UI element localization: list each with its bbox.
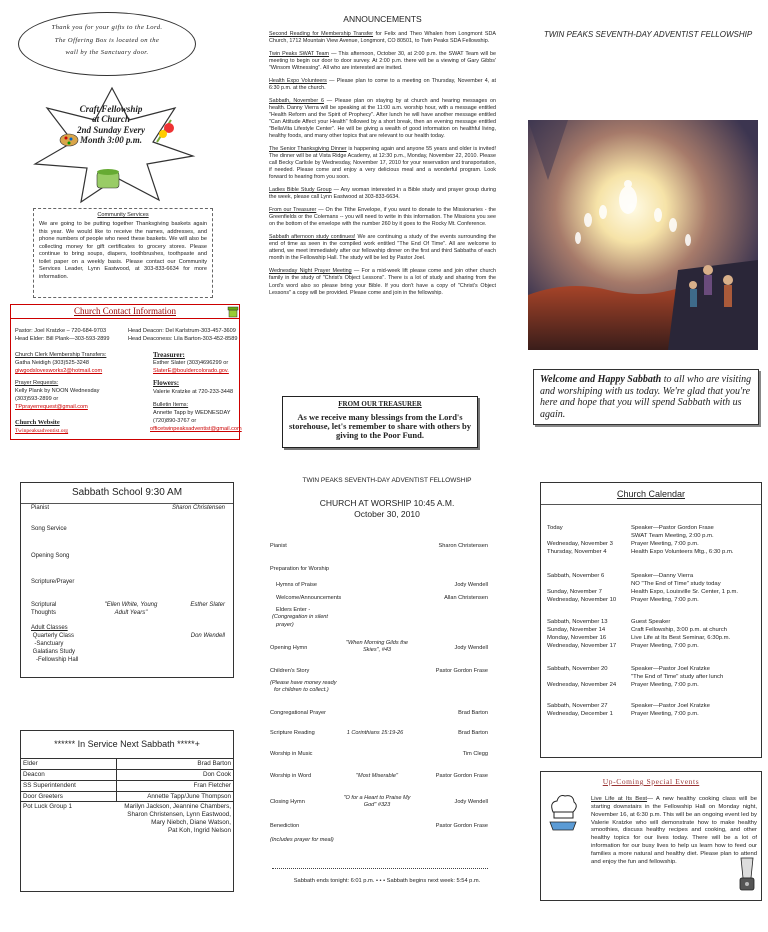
- calendar-event: Prayer Meeting, 7:00 p.m.: [631, 710, 699, 717]
- calendar-event: Craft Fellowship, 3:00 p.m. at church: [631, 626, 727, 633]
- calendar-row: [547, 533, 759, 541]
- service-names: Don Cook: [202, 770, 231, 778]
- announcement-heading: From our Treasurer: [269, 207, 317, 214]
- calendar-event: Prayer Meeting, 7:00 p.m.: [631, 681, 699, 688]
- ss-galatians: Galatians Study: [31, 649, 76, 655]
- announcement-heading: Ladies Bible Study Group: [269, 187, 332, 194]
- website-label: Church Website: [15, 419, 60, 426]
- offering-line-2: The Offering Box is located on the: [54, 36, 160, 44]
- potluck-names: [117, 802, 233, 835]
- treasurer-box: [282, 396, 478, 448]
- announcement-text: We are continuing a study of the events surrounding the end of time as seen in the compiled work entitled "The End Of Time". All are welcome to attend, we meet immediately after our fellowship dinner on the first and third Sabbaths of each month in the Fellowship Hall. The study will be led by Pastor Joel.: [269, 234, 496, 262]
- announcements-list: [269, 31, 496, 296]
- announcement-heading: Twin Peaks SWAT Team: [269, 51, 330, 58]
- announcement-text: — Please plan on staying by at church and hearing messages on health. Danny Vierra will be speaking at the 11:00 a.m. worship hour, with a message entitled "Health Reform and the Spirit of Prophecy". After lunch he will have another message entitled "Can Attitude Affect your Health" followed by a short break, then an evening message entitled "BellaVita Lifestyle Center". He will be giving a wealth of good information on healthful living, healthy foods, and many other topics that are relevant to our health today.: [269, 98, 496, 140]
- calendar-event: SWAT Team Meeting, 2:00 p.m.: [631, 532, 714, 539]
- ow-pianist: Pianist: [270, 543, 287, 549]
- calendar-event: Health Expo, Louisville Sr. Center, 1 p.m.: [631, 588, 739, 595]
- calendar-event: Speaker—Pastor Joel Kratzke: [631, 703, 710, 709]
- ow-children-note-2: for children to collect.): [274, 687, 329, 694]
- announcement-item: [269, 78, 496, 92]
- ow-closing-title: [332, 795, 422, 810]
- calendar-date: Sabbath, November 13: [547, 619, 608, 625]
- calendar-date: Sunday, November 14: [547, 626, 606, 633]
- ow-cong-prayer-name: Brad Barton: [458, 710, 488, 716]
- table-row: [21, 802, 233, 835]
- calendar-row: [547, 549, 759, 557]
- divider: [272, 868, 488, 869]
- upcoming-body: [549, 796, 757, 867]
- ss-thoughts-person: Esther Slater: [190, 602, 225, 608]
- calendar-event: Speaker—Pastor Joel Kratzke: [631, 666, 710, 672]
- ow-scripture-ref: 1 Corinthians 15:19-26: [346, 730, 404, 736]
- ow-cong-prayer: Congregational Prayer: [270, 710, 326, 716]
- calendar-row: [547, 711, 759, 719]
- ss-scripture-prayer: Scripture/Prayer: [31, 579, 75, 585]
- head-deacon-contact: Head Deacon: Del Karlstrum-303-457-3609: [128, 328, 236, 334]
- calendar-date: Sabbath, November 27: [547, 703, 608, 709]
- calendar-date: Sabbath, November 20: [547, 666, 608, 672]
- calendar-row: [547, 581, 759, 589]
- welcome-rest: to all who are visiting and worshiping with us today. We're glad that you're here and hope that you will spend Sabbath with us again.: [540, 374, 752, 420]
- worship-fellowship-title: TWIN PEAKS SEVENTH-DAY ADVENTIST FELLOWSHIP: [302, 477, 472, 484]
- ss-pianist-label: Pianist: [31, 505, 50, 511]
- fellowship-title: TWIN PEAKS SEVENTH-DAY ADVENTIST FELLOWSHIP: [543, 30, 753, 39]
- potluck-names-2: Sharon Christensen, Lynn Eastwood,: [127, 811, 231, 819]
- treasurer-box-body: As we receive many blessings from the Lord's storehouse, let's remember to share with others by giving to the Poor Fund.: [288, 411, 472, 441]
- announcement-text: for Felix and Theo Whalen from Longmont SDA Church, 1712 Mountain View Avenue, Longmont, CO 80501, to Twin Peaks SDA Fellowship.: [269, 31, 496, 45]
- paint-jar-icon: [97, 169, 119, 188]
- table-row: [21, 792, 233, 803]
- ss-thoughts-label: [31, 602, 56, 618]
- ow-hymns-name: Jody Wendell: [454, 582, 488, 588]
- ow-elders-3: prayer): [276, 621, 294, 628]
- ow-pianist-name: Sharon Christensen: [438, 543, 488, 549]
- ow-meal-prayer: (Includes prayer for meal): [270, 837, 334, 843]
- calendar-date: Thursday, November 4: [547, 548, 607, 555]
- prayer-email-link[interactable]: TPprayerrequest@gmail.com: [15, 404, 88, 410]
- upcoming-title: Up-Coming Special Events: [602, 777, 700, 786]
- ss-quarterly-leader: Don Wendell: [190, 633, 225, 639]
- calendar-event: Live Life at Its Best Seminar, 6:30p.m.: [631, 634, 731, 641]
- upcoming-events-box: [540, 771, 762, 901]
- calendar-row: [547, 619, 759, 627]
- announcement-item: [269, 187, 496, 201]
- ow-word: Worship in Word: [270, 773, 312, 779]
- sabbath-school-title: Sabbath School 9:30 AM: [21, 487, 233, 504]
- ow-closing-title-2: God" #323: [363, 802, 391, 809]
- announcement-text: — Please plan to come to a meeting on Thursday, November 4, at 6:30 p.m. at the church.: [269, 78, 496, 92]
- calendar-event: Speaker—Pastor Gordon Frase: [631, 525, 714, 531]
- welcome-box: [533, 369, 759, 425]
- calendar-row: [547, 589, 759, 597]
- announcement-item: [269, 31, 496, 45]
- prayer-line-1: Kelly Plank by NOON Wednesday: [15, 388, 100, 394]
- treasurer-box-title: FROM OUR TREASURER: [338, 400, 422, 408]
- announcement-item: [269, 146, 496, 181]
- announcement-heading: Sabbath afternoon study continues!: [269, 234, 356, 241]
- service-names: Annette Tapp/June Thompson: [147, 792, 231, 800]
- calendar-event: "The End of Time" study after lunch: [631, 673, 724, 680]
- service-role: Elder: [21, 759, 117, 769]
- sabbath-school-box: [20, 482, 234, 678]
- calendar-date: Wednesday, November 10: [547, 596, 617, 603]
- calendar-date: Wednesday, December 1: [547, 710, 613, 717]
- bulletin-label: Bulletin Items:: [153, 402, 189, 408]
- calendar-date: [547, 533, 631, 541]
- bulletin-email-link[interactable]: officetwinpeaksadventist@gmail.com: [150, 426, 242, 432]
- ow-scripture-name: Brad Barton: [458, 730, 488, 736]
- flowers-label: Flowers:: [153, 379, 180, 387]
- worship-title: [262, 498, 512, 520]
- announcement-text: — Any woman interested in a Bible study and prayer group during the week, please call Lynn Eastwood at 303-833-6634.: [269, 187, 496, 201]
- ow-opening-name: Jody Wendell: [454, 645, 488, 651]
- ss-opening-song: Opening Song: [31, 553, 70, 559]
- service-names: Brad Barton: [197, 760, 231, 767]
- calendar-row: [547, 635, 759, 643]
- treasurer-name: Esther Slater (303)4696299 or: [153, 360, 229, 366]
- calendar-date: Wednesday, November 3: [547, 540, 613, 547]
- ow-welcome: Welcome/Announcements: [276, 595, 342, 601]
- worship-date: October 30, 2010: [354, 509, 420, 520]
- potluck-names-1: Marilyn Jackson, Jeannine Chambers,: [124, 803, 231, 811]
- announcements-title: ANNOUNCEMENTS: [343, 14, 422, 24]
- craft-line-4: Month 3:00 p.m.: [79, 135, 142, 146]
- ow-opening-title-2: Skies", #43: [362, 647, 392, 654]
- announcement-item: [269, 207, 496, 228]
- ss-adult-classes: Adult Classes: [31, 625, 68, 631]
- treasurer-label: Treasurer:: [153, 351, 185, 359]
- announcement-heading: The Senior Thanksgiving Dinner: [269, 146, 347, 153]
- calendar-date: Monday, November 16: [547, 634, 607, 641]
- calendar-date: Sabbath, November 6: [547, 573, 605, 579]
- ow-closing: Closing Hymn: [270, 799, 305, 805]
- calendar-event: Guest Speaker: [631, 619, 671, 625]
- potluck-role: Pot Luck Group 1: [23, 803, 73, 811]
- service-names: Fran Fletcher: [193, 781, 231, 789]
- announcement-text: — For a mid-week lift please come and join other church family in the study of "Christ's Object Lessons". There is a lot of study and sharing from the Lord's word also so please bring your Bible. If you don't have a copy of "Christ's Object Lessons" a copy will be provided. Please come and join in the fellowship.: [269, 268, 496, 296]
- announcement-heading: Wednesday Night Prayer Meeting: [269, 268, 352, 275]
- announcement-heading: Health Expo Volunteers: [269, 78, 327, 85]
- head-elder-contact: Head Elder: Bill Plank—303-593-2899: [15, 336, 110, 342]
- ow-benediction: Benediction: [270, 823, 300, 829]
- potluck-names-4: Pat Koh, Ingrid Nelson: [167, 827, 231, 835]
- church-contact-box: [10, 304, 240, 440]
- community-body: We are going to be putting together Thanksgiving baskets again this year. We would like to receive the names, addresses, and phone numbers of people who need these baskets. We will also be collecting money for gift certificates to grocery stores. Please continue to bring soups, diapers, toothbrushes, toothpaste and toilet paper on a weekly basis. Please contact our Community Services Leader, Lynn Eastwood, at 303-833-6634 for more information.: [39, 221, 207, 280]
- calendar-date: Sunday, November 7: [547, 588, 602, 595]
- ss-thoughts-title-2: Adult Years": [114, 609, 148, 616]
- ow-closing-name: Jody Wendell: [454, 799, 488, 805]
- contact-title: Church Contact Information: [11, 305, 239, 319]
- craft-fellowship-text: [52, 104, 170, 145]
- ss-thoughts-title: [89, 602, 173, 618]
- announcement-item: [269, 268, 496, 296]
- calendar-row: [547, 573, 759, 581]
- ss-thoughts-label-1: Scriptural: [31, 602, 57, 608]
- treasurer-email-link[interactable]: SlaterE@bouldercolorado.gov.: [153, 368, 229, 374]
- calendar-event: Prayer Meeting, 7:00 p.m.: [631, 642, 699, 649]
- bulletin-line-1: Annette Tapp by WEDNESDAY: [153, 410, 231, 416]
- upcoming-event-name: Live Life at Its Best: [591, 796, 648, 802]
- welcome-lead: Welcome and Happy Sabbath: [540, 374, 662, 385]
- ow-children-note-1: (Please have money ready: [270, 680, 337, 686]
- calendar-event: Prayer Meeting, 7:00 p.m.: [631, 540, 699, 547]
- calendar-row: [547, 682, 759, 690]
- ss-fellowship-hall: -Fellowship Hall: [31, 657, 79, 663]
- announcements-column: [269, 14, 496, 303]
- church-calendar-box: [540, 482, 762, 758]
- ow-music-name: Tim Clegg: [462, 751, 488, 757]
- ow-elders-1: Elders Enter -: [276, 607, 311, 613]
- bulletin-line-2: (720)890-3767 or: [153, 418, 197, 424]
- calendar-group: [547, 573, 759, 604]
- offering-line-3: wall by the Sanctuary door.: [65, 49, 149, 57]
- service-next-title: ****** In Service Next Sabbath *****+: [21, 731, 233, 759]
- announcement-text: is happening again and anyone 55 years and older is invited! The dinner will be at Vista Ridge Academy, at 12:30 p.m., Monday, November 22, 2010. Please call Becky Carlisle by Wednesday, November 17, 2010 for your reservation and transportation, if needed. Please come and enjoy a very delicious meal and a wonderful program. Look forward to hearing from you soon.: [269, 146, 496, 181]
- ow-hymns: Hymns of Praise: [276, 582, 318, 588]
- ow-word-name: Pastor Gordon Frase: [435, 773, 488, 779]
- ss-song-service: Song Service: [31, 526, 67, 532]
- clerk-email-link[interactable]: giwgodslovesworks2@hotmail.com: [15, 368, 103, 374]
- table-row: [21, 770, 233, 781]
- calendar-row: [547, 674, 759, 682]
- sunset-times: Sabbath ends tonight: 6:01 p.m. • • • Sabbath begins next week: 5:54 p.m.: [293, 878, 481, 884]
- potluck-names-3: Mary Niebch, Diane Watson,: [151, 819, 231, 827]
- table-row: [21, 759, 233, 770]
- ow-children: Children's Story: [270, 668, 310, 674]
- ss-pianist-name: Sharon Christensen: [171, 505, 225, 511]
- calendar-row: [547, 703, 759, 711]
- table-row: [21, 781, 233, 792]
- ss-quarterly-class: Quarterly Class: [31, 633, 75, 639]
- service-role: Door Greeters: [21, 792, 117, 802]
- ow-benediction-name: Pastor Gordon Frase: [435, 823, 488, 829]
- calendar-row: [547, 525, 759, 533]
- calendar-row: [547, 541, 759, 549]
- calendar-group: [547, 666, 759, 690]
- second-coming-painting: [528, 120, 758, 350]
- service-next-sabbath-table: [20, 730, 234, 892]
- ow-welcome-name: Allan Christensen: [444, 595, 488, 601]
- ow-closing-title-1: "O for a Heart to Praise My: [343, 795, 411, 801]
- ss-thoughts-title-1: "Ellen White, Young: [104, 602, 158, 608]
- ow-opening-title: [332, 640, 422, 655]
- ow-word-title: "Most Miserable": [356, 773, 398, 779]
- ow-scripture: Scripture Reading: [270, 730, 315, 736]
- announcement-item: [269, 234, 496, 262]
- calendar-date: Wednesday, November 17: [547, 642, 617, 649]
- divider: [541, 504, 761, 505]
- worship-title-line: CHURCH AT WORSHIP 10:45 A.M.: [319, 498, 455, 508]
- announcement-item: [269, 51, 496, 72]
- ow-music: Worship in Music: [270, 751, 313, 757]
- calendar-date: Today: [547, 525, 563, 531]
- ow-opening-title-1: "When Morning Gilds the: [346, 640, 408, 646]
- service-rows: [21, 759, 233, 802]
- calendar-group: [547, 619, 759, 650]
- calendar-event: Speaker—Danny Vierra: [631, 573, 694, 579]
- calendar-date: [547, 674, 631, 682]
- ow-elders: [272, 607, 328, 629]
- ow-prep: Preparation for Worship: [270, 566, 329, 572]
- clerk-name: Gatha Neidigh (303)525-3248: [15, 360, 90, 366]
- ow-children-name: Pastor Gordon Frase: [435, 668, 488, 674]
- clerk-label: Church Clerk Membership Transfers:: [15, 352, 107, 358]
- offering-notice: [18, 12, 196, 76]
- craft-line-3: 2nd Sunday Every: [76, 124, 145, 135]
- calendar-event: NO "The End of Time" study today: [631, 580, 721, 587]
- calendar-group: [547, 703, 759, 719]
- community-title: Community Services: [97, 212, 149, 218]
- ow-children-note: [270, 680, 337, 695]
- calendar-row: [547, 666, 759, 674]
- calendar-group: [547, 525, 759, 556]
- calendar-title: Church Calendar: [616, 489, 686, 499]
- calendar-row: [547, 627, 759, 635]
- calendar-date: Wednesday, November 24: [547, 681, 617, 688]
- craft-line-1: Craft Fellowship: [79, 104, 143, 114]
- ss-sanctuary: -Sanctuary: [31, 641, 64, 647]
- offering-line-1: Thank you for your gifts to the Lord.: [51, 24, 163, 31]
- upcoming-event-text: — A new healthy cooking class will be starting downstairs in the Fellowship Hall on Monday night, November 16, at 6:30 p.m. This will be an ongoing event led by Valerie Kratzke who will demonstrate how to make healthy smoothies, discuss healthy recipes and cooking, and other healthy topics for our lives today. There will be a lot of information for our busy lives to help us learn how to feed our families a more natural and healthy diet. Please plan to attend and enjoy the fun and fellowship.: [591, 796, 757, 865]
- announcement-text: — This afternoon, October 30, at 2:00 p.m. the SWAT Team will be meeting to begin our door to door survey. At 2:00 p.m. there will be a viewing of Gary Gibbs' "Winsom Witnessing". All who are interested are invited.: [269, 51, 497, 72]
- service-role: Deacon: [21, 770, 117, 780]
- announcement-text: — On the Tithe Envelope, if you want to donate to the Missionaries - the Greenfields or the Colemans -- you will need to write in this information. The Missions you see on the bottom of the envelope with the number 260 by it goes to the Rocky Mt. Conference.: [269, 207, 496, 228]
- calendar-row: [547, 643, 759, 651]
- prayer-label: Prayer Requests:: [15, 380, 59, 386]
- calendar-row: [547, 597, 759, 605]
- calendar-date: [547, 581, 631, 589]
- craft-line-2: at Church: [92, 114, 130, 125]
- community-services-box: [33, 208, 213, 298]
- service-role: SS Superintendent: [21, 781, 117, 791]
- ow-elders-2: (Congregation in silent: [272, 614, 328, 621]
- announcement-heading: Sabbath, November 6: [269, 98, 324, 105]
- calendar-event: Health Expo Volunteers Mtg., 6:30 p.m.: [631, 548, 734, 555]
- ow-opening-hymn: Opening Hymn: [270, 645, 308, 651]
- announcement-item: [269, 98, 496, 140]
- ss-thoughts-label-2: Thoughts: [31, 609, 57, 616]
- website-link[interactable]: Twinpeaksadventist.org: [15, 428, 69, 434]
- calendar-event: Prayer Meeting, 7:00 p.m.: [631, 596, 699, 603]
- announcement-heading: Second Reading for Membership Transfer: [269, 31, 374, 38]
- phone-icon: [227, 306, 239, 318]
- pastor-contact: Pastor: Joel Kratzke – 720-684-9703: [15, 328, 107, 334]
- prayer-line-2: (303)593-2899 or: [15, 396, 59, 402]
- flowers-name: Valerie Kratzke at 720-233-3448: [153, 389, 234, 395]
- head-deaconess-contact: Head Deaconess: Lila Barton-303-452-8589: [128, 336, 238, 342]
